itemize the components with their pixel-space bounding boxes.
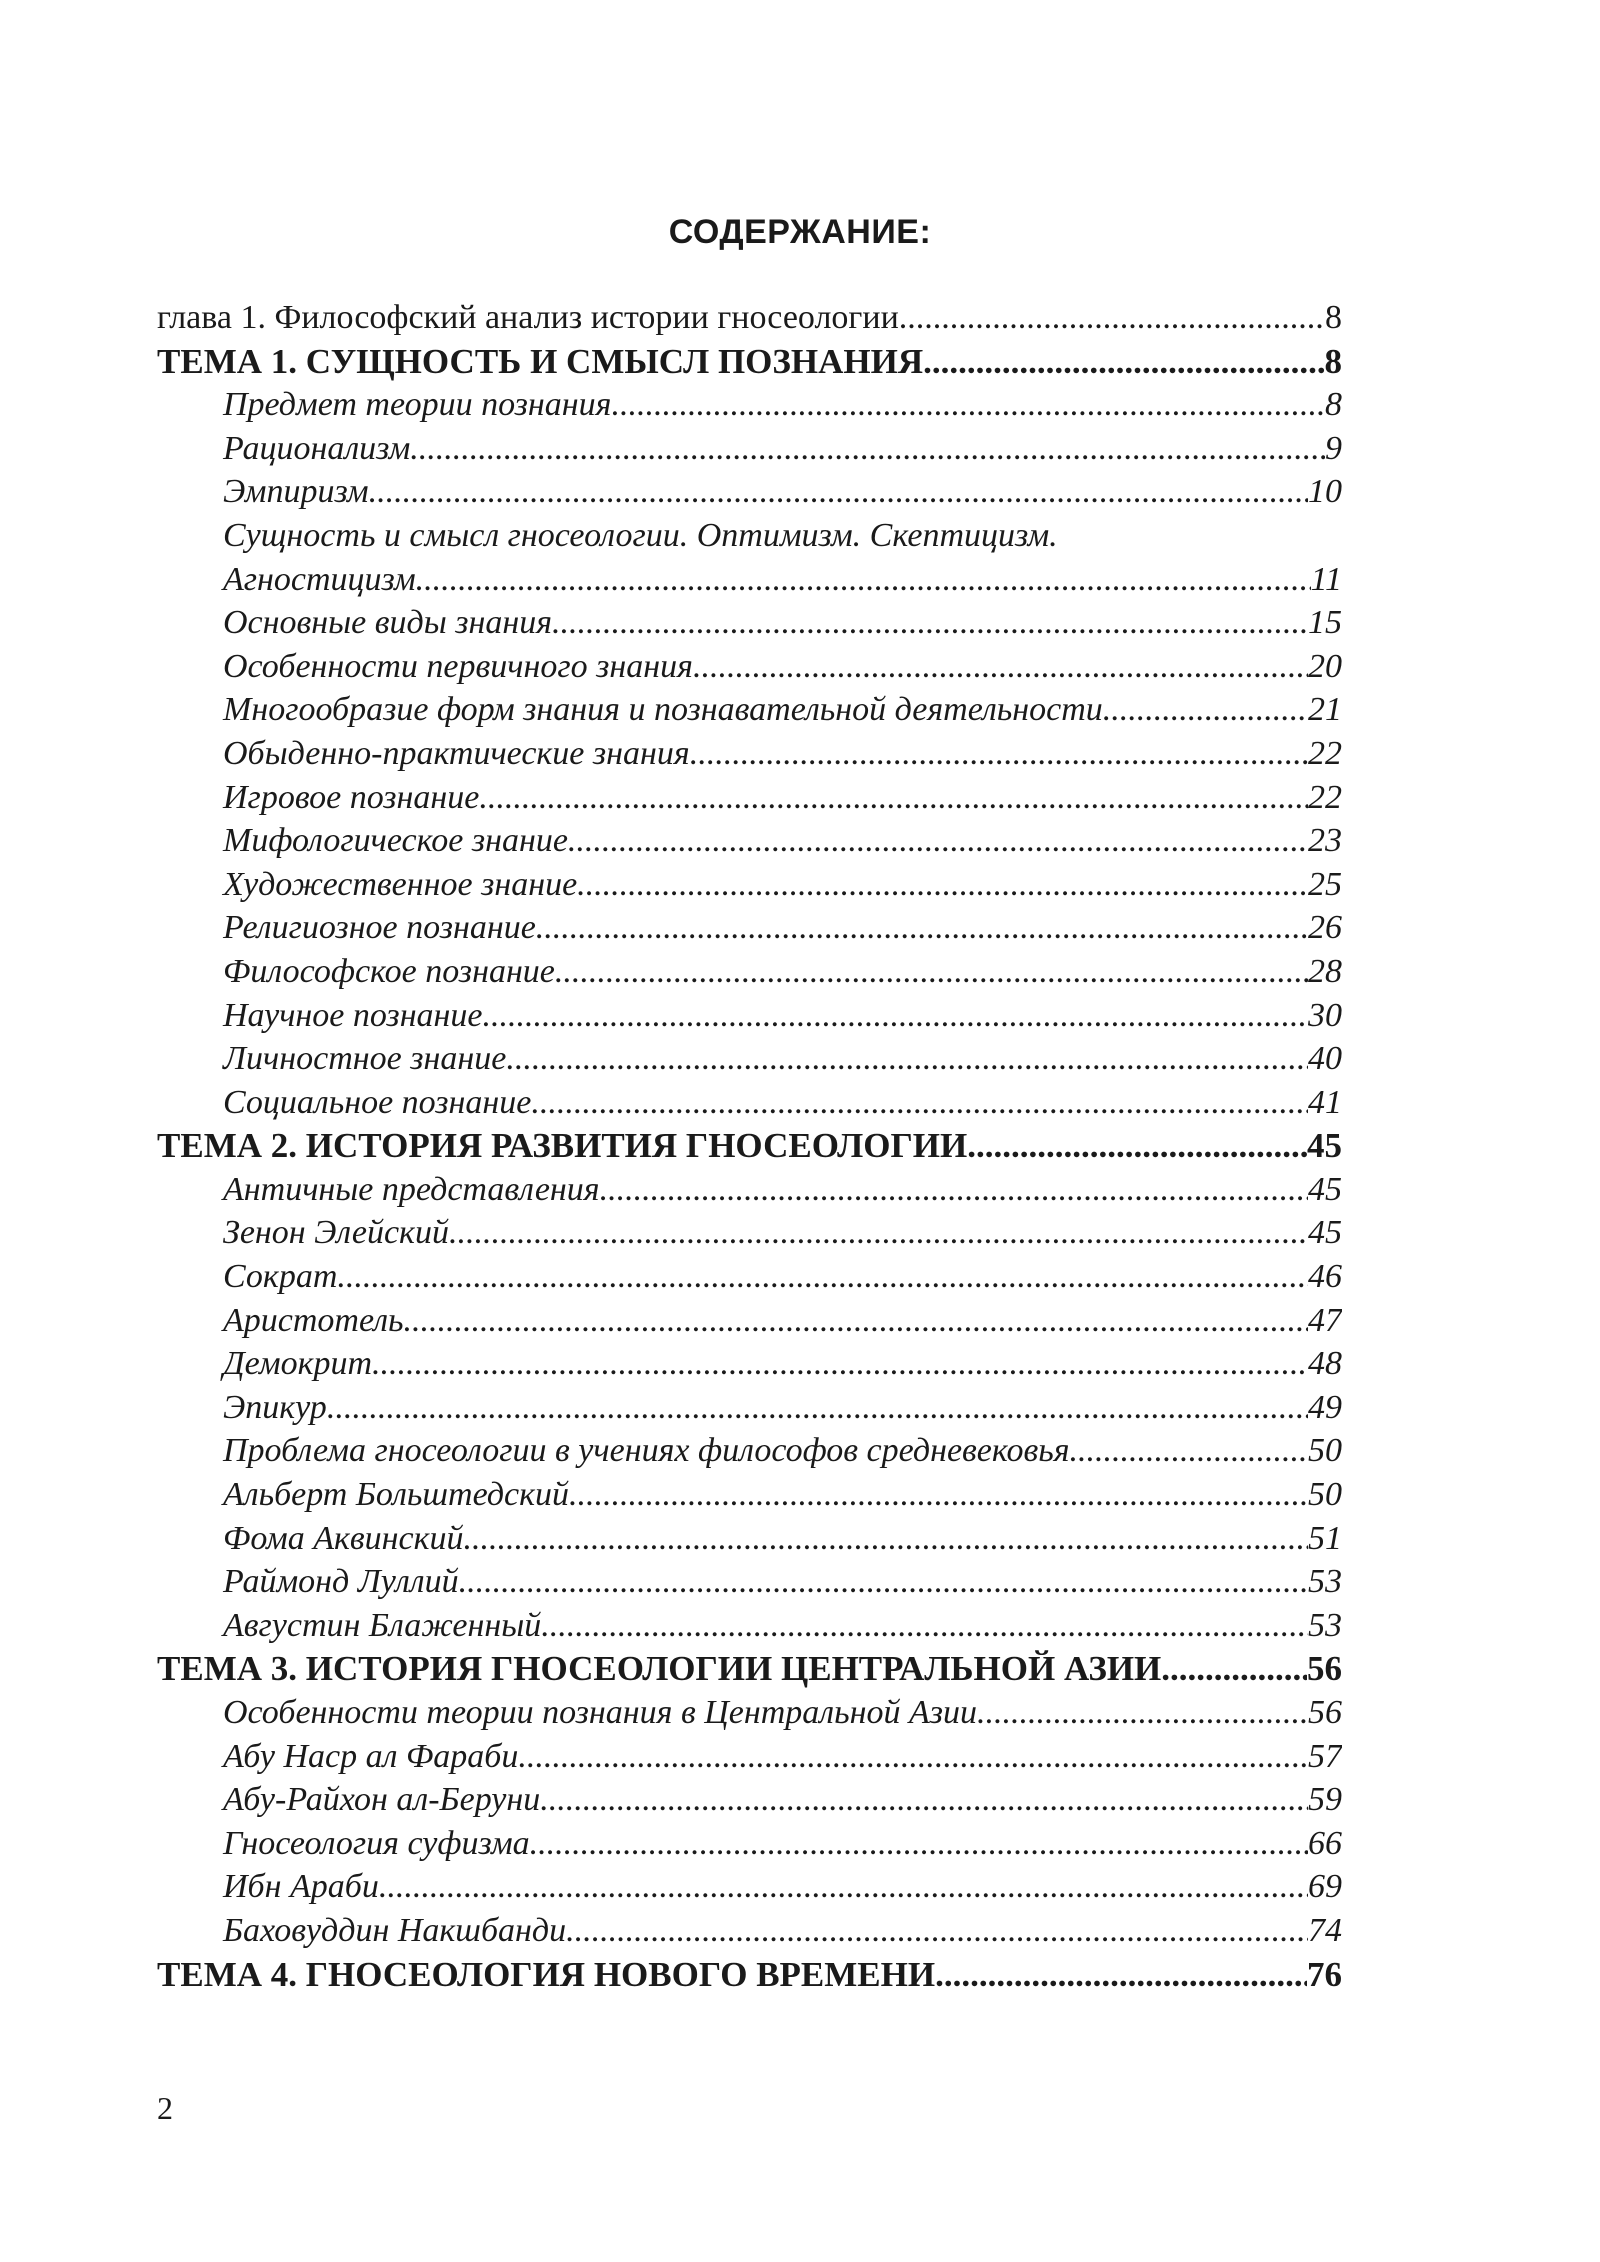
toc-dot-leader — [327, 1386, 1308, 1430]
toc-dot-leader — [611, 383, 1325, 427]
toc-entry-row[interactable] — [157, 1081, 1342, 1125]
toc-entry-title: Многообразие форм знания и познавательной деятельности — [223, 691, 1103, 729]
toc-entry-row[interactable] — [157, 1211, 1342, 1255]
toc-entry-title: Фома Аквинский — [223, 1519, 464, 1557]
toc-dot-leader — [337, 1255, 1308, 1299]
toc-dot-leader — [552, 601, 1308, 645]
toc-dot-leader — [899, 296, 1325, 340]
toc-entry-title: Гносеология суфизма — [223, 1824, 530, 1862]
toc-dot-leader — [449, 1211, 1308, 1255]
toc-entry-row[interactable] — [157, 1865, 1342, 1909]
toc-dot-leader — [369, 470, 1308, 514]
toc-entry-row[interactable] — [157, 1342, 1342, 1386]
toc-dot-leader — [479, 776, 1308, 820]
toc-entry-row[interactable] — [157, 645, 1342, 689]
toc-entry-title: Абу Наср ал Фараби — [223, 1737, 519, 1775]
toc-entry-row[interactable] — [157, 1517, 1342, 1561]
toc-page-number: 66 — [1308, 1824, 1342, 1862]
toc-dot-leader — [541, 1604, 1308, 1648]
toc-entry-row[interactable] — [157, 776, 1342, 820]
toc-entry-title: глава 1. Философский анализ истории гносеологии — [157, 299, 899, 336]
toc-dot-leader — [506, 1037, 1308, 1081]
page-number: 2 — [157, 2090, 173, 2126]
toc-entry-row[interactable] — [157, 906, 1342, 950]
toc-page-number: 50 — [1308, 1432, 1342, 1470]
toc-entry-row[interactable] — [157, 1909, 1342, 1953]
toc-entry-title: Античные представления — [223, 1170, 600, 1208]
toc-page-number: 21 — [1308, 691, 1342, 729]
toc-entry-title: Религиозное познание — [223, 909, 536, 947]
toc-dot-leader — [518, 1735, 1308, 1779]
toc-entry-title: Ибн Араби — [223, 1868, 379, 1906]
toc-entry-row[interactable] — [157, 514, 1342, 558]
toc-entry-row[interactable] — [157, 296, 1342, 340]
toc-entry-title: Предмет теории познания — [223, 386, 612, 424]
toc-entry-row[interactable] — [157, 1735, 1342, 1779]
toc-entry-row[interactable] — [157, 950, 1342, 994]
toc-page-number: 56 — [1307, 1649, 1342, 1689]
toc-page-number: 49 — [1308, 1388, 1342, 1426]
toc-page-number: 15 — [1308, 604, 1342, 642]
toc-page-number: 30 — [1308, 996, 1342, 1034]
toc-entry-title: Художественное знание — [223, 865, 578, 903]
toc-entry-title: Игровое познание — [223, 778, 480, 816]
toc-page-number: 46 — [1308, 1258, 1342, 1296]
toc-entry-title: Мифологическое знание — [223, 822, 568, 860]
toc-page-number: 41 — [1308, 1083, 1342, 1121]
toc-dot-leader — [410, 427, 1325, 471]
toc-dot-leader — [568, 819, 1308, 863]
toc-page-number: 45 — [1308, 1170, 1342, 1208]
toc-page-number: 45 — [1308, 1214, 1342, 1252]
toc-page-number: 8 — [1324, 341, 1342, 381]
toc-entry-title: ТЕМА 4. ГНОСЕОЛОГИЯ НОВОГО ВРЕМЕНИ — [157, 1954, 936, 1994]
toc-page-number: 53 — [1308, 1606, 1342, 1644]
toc-entry-row[interactable] — [157, 1822, 1342, 1866]
toc-page-number: 23 — [1308, 822, 1342, 860]
toc-entry-title: Раймонд Луллий — [223, 1563, 459, 1601]
toc-entry-row[interactable] — [157, 383, 1342, 427]
toc-entry-title: Абу-Райхон ал-Беруни — [223, 1781, 541, 1819]
toc-entry-row[interactable] — [157, 1560, 1342, 1604]
toc-dot-leader — [923, 340, 1324, 384]
toc-chapter-row[interactable] — [157, 340, 1342, 384]
toc-page-number: 51 — [1308, 1519, 1342, 1557]
toc-page-number: 69 — [1308, 1868, 1342, 1906]
toc-dot-leader — [693, 645, 1308, 689]
toc-page-number: 50 — [1308, 1476, 1342, 1514]
toc-entry-row[interactable] — [157, 601, 1342, 645]
toc-page-number: 45 — [1307, 1126, 1342, 1166]
toc-entry-title: Эмпиризм — [223, 473, 369, 511]
toc-dot-leader — [690, 732, 1308, 776]
toc-entry-title: ТЕМА 3. ИСТОРИЯ ГНОСЕОЛОГИИ ЦЕНТРАЛЬНОЙ АЗИИ — [157, 1649, 1162, 1689]
toc-entry-row[interactable] — [157, 1299, 1342, 1343]
toc-entry-title: Альберт Больштедский — [223, 1476, 570, 1514]
toc-page-number: 53 — [1308, 1563, 1342, 1601]
toc-dot-leader — [459, 1560, 1308, 1604]
toc-entry-title: Агностицизм — [223, 560, 416, 598]
toc-entry-row[interactable] — [157, 1386, 1342, 1430]
toc-dot-leader — [967, 1124, 1307, 1168]
toc-entry-row[interactable] — [157, 1168, 1342, 1212]
toc-dot-leader — [530, 1822, 1308, 1866]
toc-page-number: 47 — [1308, 1301, 1342, 1339]
toc-entry-row[interactable] — [157, 732, 1342, 776]
toc-entry-title: Проблема гносеологии в учениях философов средневековья — [223, 1432, 1070, 1470]
toc-dot-leader — [977, 1691, 1308, 1735]
toc-chapter-row[interactable] — [157, 1647, 1342, 1691]
toc-chapter-row[interactable] — [157, 1953, 1342, 1997]
toc-entry-title: Аристотель — [223, 1301, 404, 1339]
toc-entry-title: Демокрит — [223, 1345, 373, 1383]
toc-dot-leader — [379, 1865, 1308, 1909]
toc-page-number: 25 — [1308, 865, 1342, 903]
toc-dot-leader — [531, 1081, 1308, 1125]
toc-entry-row[interactable] — [157, 1691, 1342, 1735]
toc-dot-leader — [555, 950, 1308, 994]
toc-page-number: 22 — [1308, 778, 1342, 816]
toc-entry-row[interactable] — [157, 1255, 1342, 1299]
toc-dot-leader — [372, 1342, 1308, 1386]
toc-dot-leader — [464, 1517, 1308, 1561]
toc-dot-leader — [577, 863, 1308, 907]
toc-dot-leader — [540, 1778, 1308, 1822]
toc-dot-leader — [1103, 688, 1308, 732]
toc-entry-row[interactable] — [157, 863, 1342, 907]
toc-entry-title: Особенности теории познания в Центральной Азии — [223, 1694, 977, 1731]
toc-dot-leader — [483, 994, 1308, 1038]
toc-dot-leader — [569, 1473, 1308, 1517]
toc-dot-leader — [416, 558, 1311, 602]
toc-entry-title: Философское познание — [223, 952, 555, 990]
table-of-contents — [157, 296, 1342, 1996]
toc-entry-row[interactable] — [157, 470, 1342, 514]
toc-page-number: 76 — [1307, 1954, 1342, 1994]
toc-dot-leader — [1070, 1429, 1308, 1473]
toc-dot-leader — [600, 1168, 1308, 1212]
toc-page-number: 28 — [1308, 952, 1342, 990]
toc-entry-title: Баховуддин Накшбанди — [223, 1911, 567, 1949]
toc-page-number: 74 — [1308, 1911, 1342, 1949]
toc-entry-title: Сократ — [223, 1258, 338, 1296]
toc-entry-title: Эпикур — [223, 1388, 327, 1426]
toc-page-number: 26 — [1308, 909, 1342, 947]
toc-page-number: 9 — [1325, 429, 1342, 467]
toc-page-number: 11 — [1310, 560, 1342, 598]
toc-page-number: 56 — [1308, 1694, 1342, 1731]
toc-entry-title: Научное познание — [223, 996, 483, 1034]
toc-entry-title: ТЕМА 2. ИСТОРИЯ РАЗВИТИЯ ГНОСЕОЛОГИИ — [157, 1126, 968, 1166]
toc-dot-leader — [1161, 1647, 1307, 1691]
toc-entry-title: Сущность и смысл гносеологии. Оптимизм. Скептицизм. — [223, 516, 1058, 554]
toc-entry-row[interactable] — [157, 1473, 1342, 1517]
toc-dot-leader — [935, 1953, 1307, 1997]
toc-page-number: 8 — [1325, 386, 1342, 424]
toc-page-number: 8 — [1325, 299, 1342, 336]
toc-page-number: 22 — [1308, 734, 1342, 772]
toc-entry-title: Личностное знание — [223, 1040, 507, 1078]
toc-dot-leader — [404, 1299, 1308, 1343]
toc-heading: СОДЕРЖАНИЕ: — [668, 213, 932, 251]
toc-entry-title: Обыденно-практические знания — [223, 734, 690, 772]
toc-page-number: 57 — [1308, 1737, 1342, 1775]
toc-page-number: 59 — [1308, 1781, 1342, 1819]
toc-chapter-row[interactable] — [157, 1124, 1342, 1168]
toc-page-number: 10 — [1308, 473, 1342, 511]
toc-entry-title: Социальное познание — [223, 1083, 532, 1121]
toc-entry-row[interactable] — [157, 558, 1342, 602]
toc-entry-row[interactable] — [157, 1037, 1342, 1081]
toc-entry-row[interactable] — [157, 819, 1342, 863]
toc-page-number: 48 — [1308, 1345, 1342, 1383]
toc-entry-title: ТЕМА 1. СУЩНОСТЬ И СМЫСЛ ПОЗНАНИЯ — [157, 341, 924, 381]
toc-entry-row[interactable] — [157, 688, 1342, 732]
toc-entry-title: Рационализм — [223, 429, 411, 467]
toc-entry-title: Зенон Элейский — [223, 1214, 449, 1252]
toc-entry-title: Августин Блаженный — [223, 1606, 542, 1644]
toc-dot-leader — [566, 1909, 1308, 1953]
toc-entry-row[interactable] — [157, 1604, 1342, 1648]
toc-entry-title: Особенности первичного знания — [223, 647, 693, 685]
toc-entry-row[interactable] — [157, 1778, 1342, 1822]
toc-entry-row[interactable] — [157, 1429, 1342, 1473]
toc-dot-leader — [536, 906, 1308, 950]
toc-entry-row[interactable] — [157, 994, 1342, 1038]
toc-page-number: 20 — [1308, 647, 1342, 685]
toc-entry-row[interactable] — [157, 427, 1342, 471]
toc-entry-title: Основные виды знания — [223, 604, 553, 642]
toc-page-number: 40 — [1308, 1040, 1342, 1078]
